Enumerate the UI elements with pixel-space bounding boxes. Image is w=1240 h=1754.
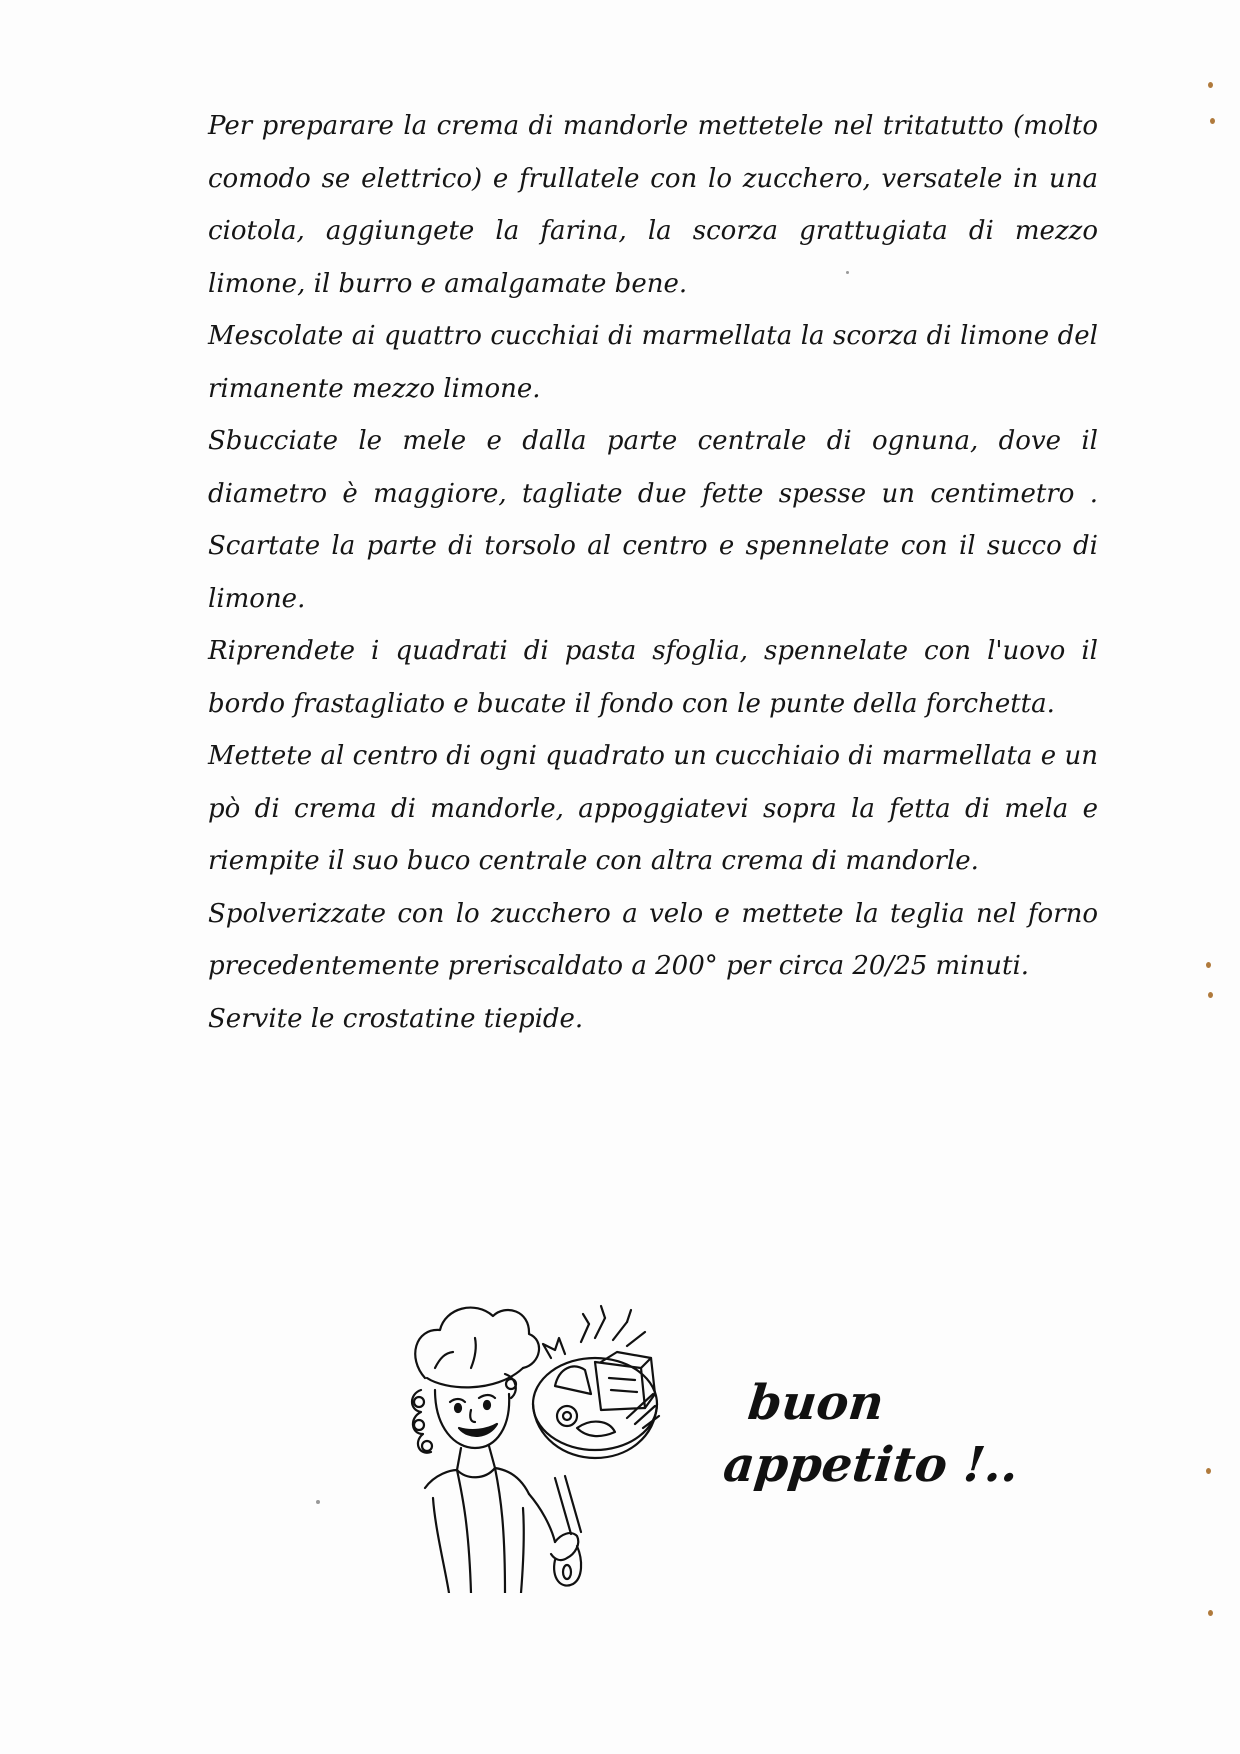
buon-appetito-caption [720,1372,1028,1496]
binder-hole [1206,1468,1211,1474]
recipe-instructions [208,100,1098,1045]
closing-line-2: appetito !.. [720,1437,1022,1493]
instruction-paragraph: Spolverizzate con lo zucchero a velo e mettete la teglia nel forno precedentemente preriscaldato a 200° per circa 20/25 minuti. [208,898,1098,981]
instruction-paragraph: Riprendete i quadrati di pasta sfoglia, spennelate con l'uovo il bordo frastagliato e bucate il fondo con le punte della forchetta. [208,636,1098,719]
binder-hole [1210,118,1215,124]
binder-hole [1208,992,1213,998]
paper-speck [316,1500,320,1504]
binder-hole [1208,82,1213,88]
instruction-paragraph: Mescolate ai quattro cucchiai di marmellata la scorza di limone del rimanente mezzo limone. [208,321,1098,404]
chef-woman-with-frying-pan-icon [405,1298,735,1593]
instruction-paragraph: Servite le crostatine tiepide. [208,1003,584,1034]
instruction-paragraph: Sbucciate le mele e dalla parte centrale di ognuna, dove il diametro è maggiore, tagliate due fette spesse un centimetro . Scartate la parte di torsolo al centro e spennelate con il succo di limone. [208,426,1098,614]
instruction-paragraph: Per preparare la crema di mandorle mettetele nel tritatutto (molto comodo se elettrico) e frullatele con lo zucchero, versatele in una ciotola, aggiungete la farina, la scorza grattugiata di mezzo limone, il burro e amalgamate bene. [208,111,1098,299]
instruction-paragraph: Mettete al centro di ogni quadrato un cucchiaio di marmellata e un pò di crema di mandorle, appoggiatevi sopra la fetta di mela e riempite il suo buco centrale con altra crema di mandorle. [208,741,1098,876]
closing-line-1: buon [745,1375,887,1431]
binder-hole [1208,1610,1213,1616]
binder-hole [1206,962,1211,968]
